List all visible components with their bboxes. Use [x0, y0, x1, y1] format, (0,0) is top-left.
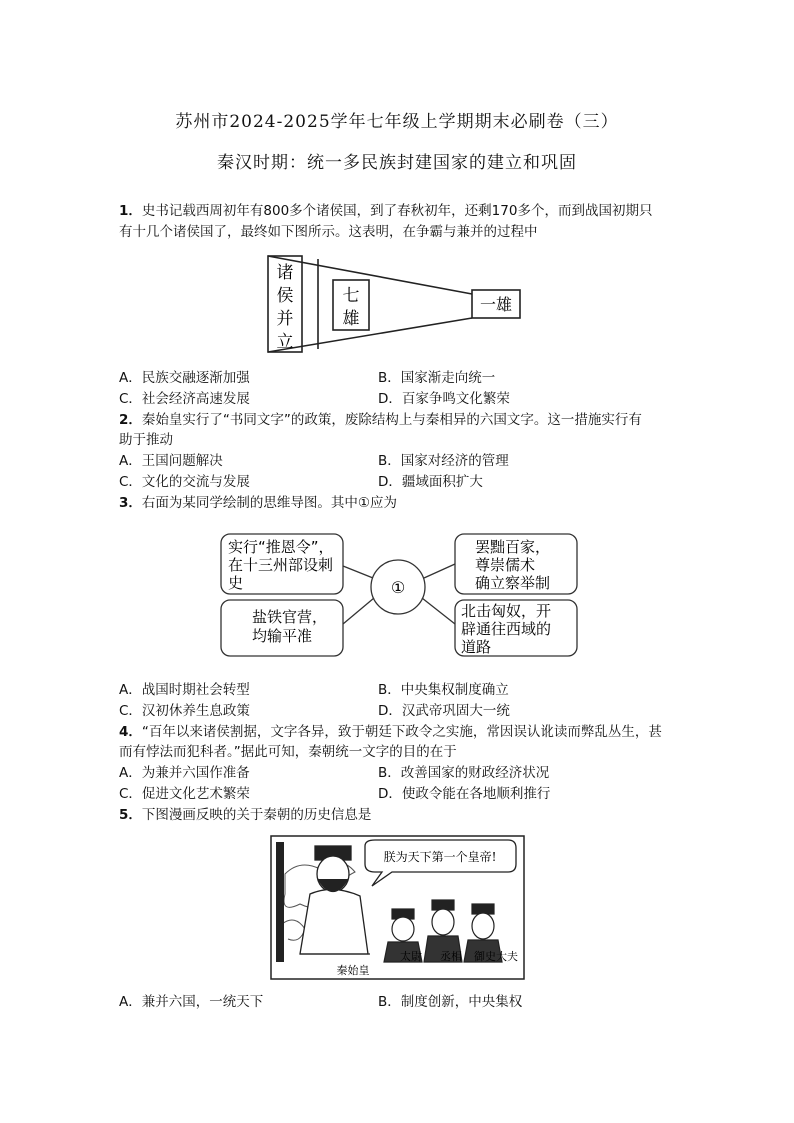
option-4c[interactable]: C．促进文化艺术繁荣 [119, 786, 250, 802]
mindmap-br-line-3: 道路 [461, 638, 492, 656]
mindmap-tl-line-2: 在十三州部设刺 [228, 556, 334, 574]
question-5-line-1 [119, 806, 371, 824]
option-1b[interactable]: B．国家渐走向统一 [378, 370, 496, 386]
mindmap-tr-line-3: 确立察举制 [475, 574, 551, 592]
option-1d[interactable]: D．百家争鸣文化繁荣 [378, 391, 510, 407]
option-1a[interactable]: A．民族交融逐渐加强 [119, 370, 250, 386]
question-text: “百年以来诸侯割据，文字各异，致于朝廷下政令之实施，常因误认讹读而弊乱丛生，甚 [141, 724, 662, 740]
page-title: 苏州市2024-2025学年七年级上学期期末必刷卷（三） [175, 112, 619, 132]
question-3-line-1 [119, 494, 397, 512]
option-5b[interactable]: B．制度创新，中央集权 [378, 994, 523, 1010]
funnel-mid-char-2: 雄 [342, 309, 360, 329]
mindmap-tr-line-1: 罢黜百家， [475, 538, 551, 556]
option-5a[interactable]: A．兼并六国，一统天下 [119, 994, 264, 1010]
question-number: 3． [119, 495, 142, 511]
mindmap-center-label: ① [390, 578, 406, 597]
speech-text: 朕为天下第一个皇帝! [383, 850, 497, 864]
question-text: 秦始皇实行了“书同文字”的政策，废除结构上与秦相异的六国文字。这一措施实行有 [141, 412, 642, 428]
mindmap-br-line-2: 辟通往西域的 [461, 620, 552, 638]
question-4-line-1 [119, 723, 662, 741]
question-number: 1． [119, 203, 142, 219]
label-yushi-dafu: 御史大夫 [474, 950, 518, 963]
label-taiwei: 太尉 [400, 950, 422, 963]
question-text: 右面为某同学绘制的思维导图。其中①应为 [141, 495, 398, 511]
option-2d[interactable]: D．疆域面积扩大 [378, 474, 483, 490]
option-4a[interactable]: A．为兼并六国作准备 [119, 765, 250, 781]
mindmap-br-line-1: 北击匈奴，开 [461, 602, 552, 620]
option-3a[interactable]: A．战国时期社会转型 [119, 682, 250, 698]
mindmap-tl-line-1: 实行“推恩令”， [228, 538, 334, 556]
label-qin-shi-huang: 秦始皇 [336, 964, 370, 977]
option-3d[interactable]: D．汉武帝巩固大一统 [378, 703, 510, 719]
question-text: 下图漫画反映的关于秦朝的历史信息是 [141, 807, 372, 823]
option-2c[interactable]: C．文化的交流与发展 [119, 474, 250, 490]
option-3c[interactable]: C．汉初休养生息政策 [119, 703, 250, 719]
question-1-line-1 [119, 202, 652, 220]
question-2-line-2: 助于推动 [119, 432, 173, 448]
option-3b[interactable]: B．中央集权制度确立 [378, 682, 509, 698]
funnel-left-char-2: 侯 [276, 286, 294, 306]
question-4-line-2: 而有悖法而犯科者。”据此可知，秦朝统一文字的目的在于 [119, 744, 457, 760]
option-2b[interactable]: B．国家对经济的管理 [378, 453, 509, 469]
question-number: 4． [119, 724, 142, 740]
unification-funnel-diagram [0, 246, 794, 366]
option-2a[interactable]: A．王国问题解决 [119, 453, 223, 469]
qin-emperor-cartoon [0, 834, 794, 984]
question-number: 2． [119, 412, 142, 428]
option-1c[interactable]: C．社会经济高速发展 [119, 391, 250, 407]
mindmap-tl-line-3: 史 [228, 574, 244, 592]
funnel-left-char-3: 并 [276, 309, 294, 329]
funnel-right-label: 一雄 [479, 295, 513, 314]
option-4d[interactable]: D．使政令能在各地顺利推行 [378, 786, 551, 802]
question-1-line-2: 有十几个诸侯国了，最终如下图所示。这表明，在争霸与兼并的过程中 [119, 224, 538, 240]
mindmap-bl-line-2: 均输平准 [252, 627, 313, 645]
question-text: 史书记载西周初年有800多个诸侯国，到了春秋初年，还剩170多个，而到战国初期只 [141, 203, 653, 219]
funnel-mid-char-1: 七 [342, 286, 360, 306]
funnel-left-char-4: 立 [276, 332, 294, 352]
page-subtitle: 秦汉时期：统一多民族封建国家的建立和巩固 [217, 153, 577, 173]
mindmap-tr-line-2: 尊崇儒术 [475, 556, 536, 574]
question-number: 5． [119, 807, 142, 823]
question-2-line-1 [119, 411, 642, 429]
mindmap-bl-line-1: 盐铁官营， [252, 608, 328, 626]
option-4b[interactable]: B．改善国家的财政经济状况 [378, 765, 550, 781]
label-chengxiang: 丞相 [440, 950, 462, 963]
funnel-left-char-1: 诸 [276, 263, 294, 283]
mind-map-diagram [0, 528, 794, 664]
